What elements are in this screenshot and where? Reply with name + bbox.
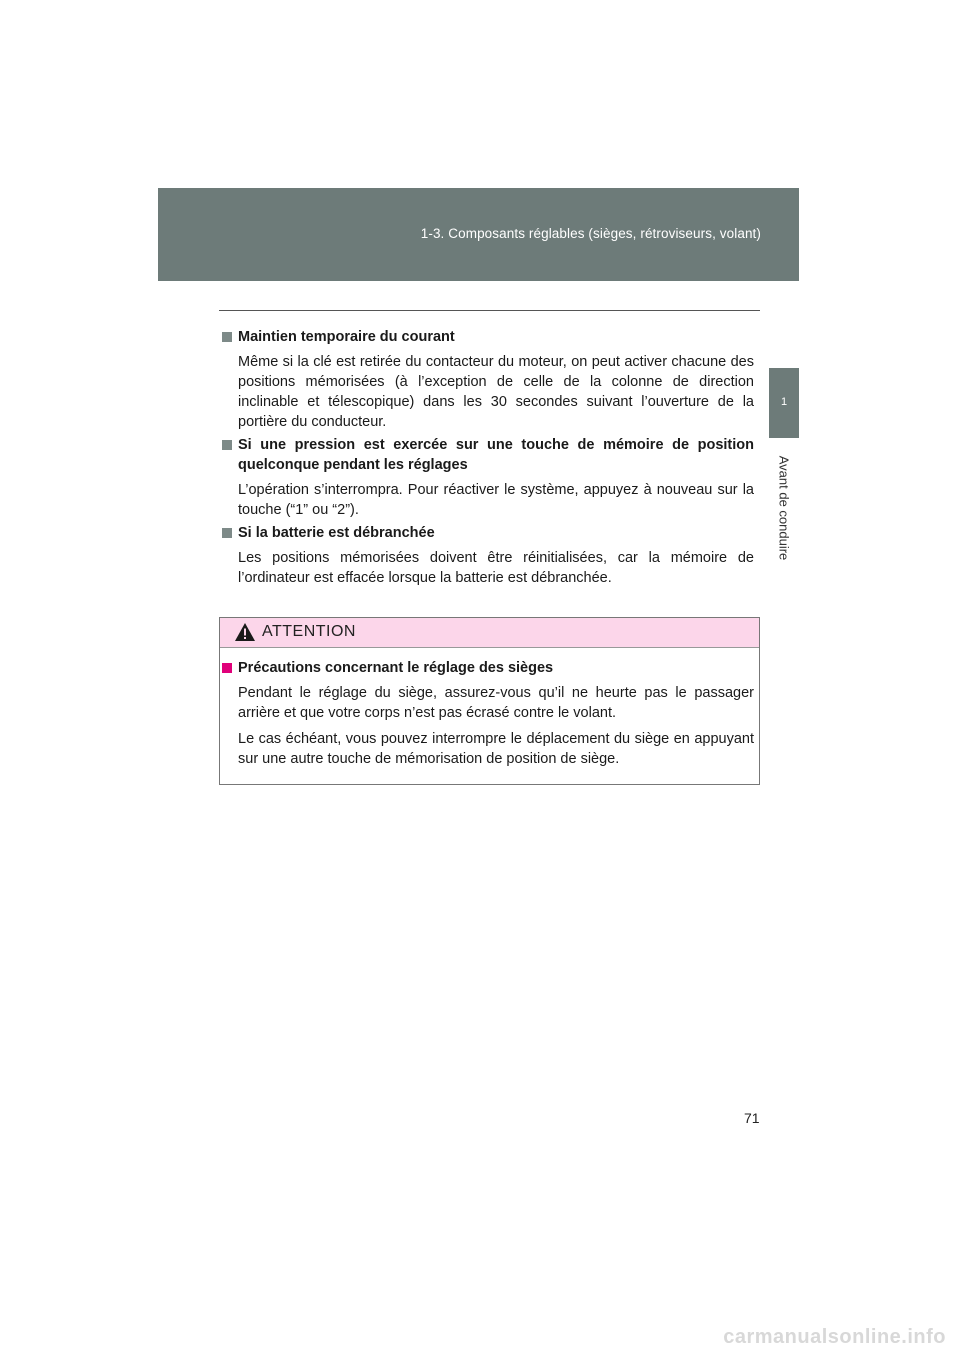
- section-temporary-power: [222, 327, 754, 432]
- attention-paragraph: Le cas échéant, vous pouvez interrompre le déplacement du siège en appuyant sur une autre touche de mémorisation de position de siège.: [238, 731, 754, 767]
- section-divider: [219, 310, 760, 311]
- square-bullet-icon: [222, 663, 232, 673]
- attention-content: [222, 658, 754, 769]
- attention-title: Précautions concernant le réglage des sièges: [222, 658, 754, 678]
- section-title: Maintien temporaire du courant: [222, 327, 754, 347]
- chapter-side-tab: [769, 368, 799, 438]
- attention-header: [220, 618, 759, 648]
- attention-box: [219, 617, 760, 785]
- attention-paragraph: Pendant le réglage du siège, assurez-vous qu’il ne heurte pas le passager arrière et que votre corps n’est pas écrasé contre le volant.: [238, 685, 754, 721]
- chapter-side-label: Avant de conduire: [776, 455, 792, 561]
- section-title: Si la batterie est débranchée: [222, 523, 754, 543]
- section-body: Même si la clé est retirée du contacteur du moteur, on peut activer chacune des positions mémorisées (à l’exception de celle de la colonne de direction inclinable et télescopique) dans les 30 secondes suivant l’ouverture de la portière du conducteur.: [238, 354, 754, 430]
- section-body: Les positions mémorisées doivent être réinitialisées, car la mémoire de l’ordinateur est effacée lorsque la batterie est débranchée.: [238, 550, 754, 586]
- page-number: 71: [744, 1110, 760, 1126]
- square-bullet-icon: [222, 332, 232, 342]
- chapter-title: 1-3. Composants réglables (sièges, rétroviseurs, volant): [420, 226, 761, 241]
- chapter-number: 1: [780, 396, 788, 408]
- section-title: Si une pression est exercée sur une touche de mémoire de position quelconque pendant les réglages: [222, 435, 754, 475]
- chapter-header-band: [158, 188, 799, 281]
- watermark-logo: carmanualsonline.info: [723, 1326, 946, 1348]
- square-bullet-icon: [222, 528, 232, 538]
- attention-label: ATTENTION: [262, 623, 356, 640]
- section-body: L’opération s’interrompra. Pour réactiver le système, appuyez à nouveau sur la touche (“1” ou “2”).: [238, 482, 754, 518]
- section-button-pressed: [222, 435, 754, 520]
- square-bullet-icon: [222, 440, 232, 450]
- section-battery-disconnected: [222, 523, 754, 588]
- warning-triangle-icon: [234, 622, 256, 642]
